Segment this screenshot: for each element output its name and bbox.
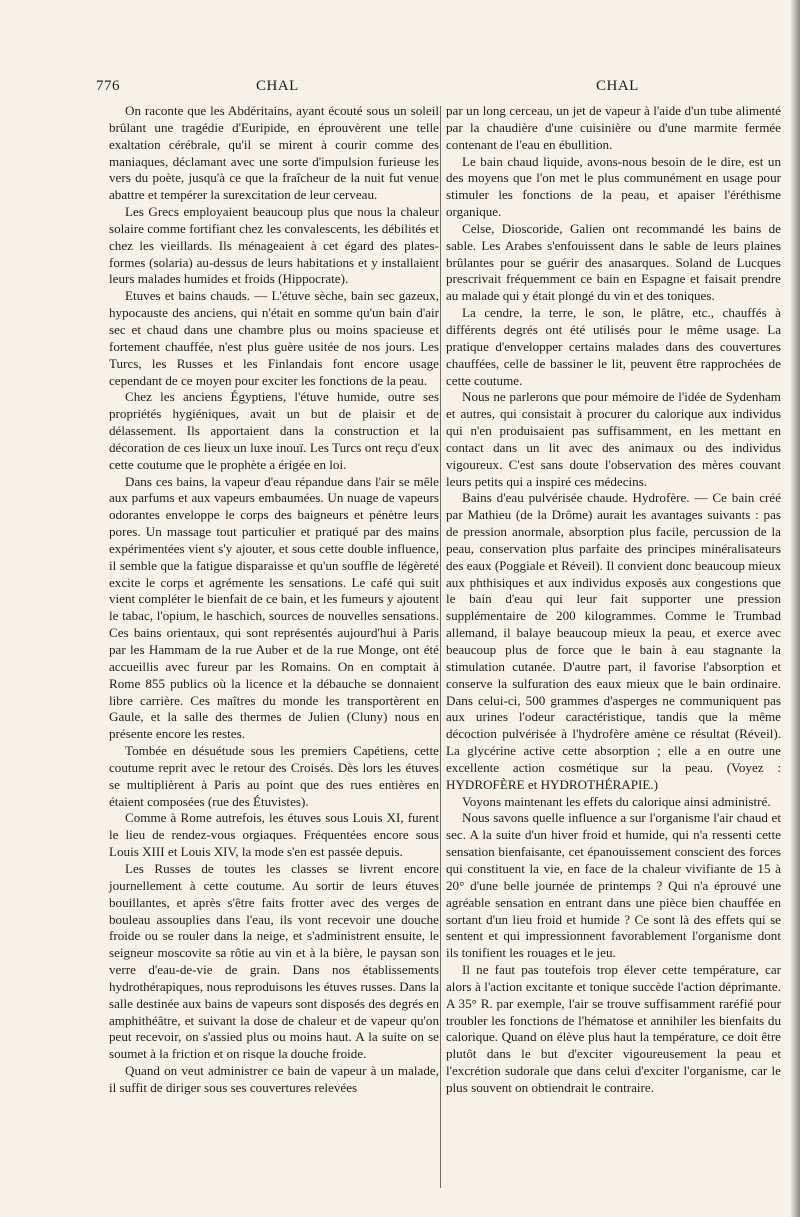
- paragraph: Il ne faut pas toutefois trop élever cette température, car alors à l'action excitante et tonique succède l'action déprimante. A 35° R. par exemple, l'air se trouve suffisamment raréfié pour troubler les fonctions de l'hématose et annihiler les bienfaits du calorique. Quand on élève plus haut la température, ce doit être plutôt dans le but d'exciter vigoureusement la peau et l'excrétion sudorale que dans celui d'exciter l'organisme, car le plus souvent on obtiendrait le contraire.: [446, 962, 781, 1095]
- paragraph: Dans ces bains, la vapeur d'eau répandue dans l'air se mêle aux parfums et aux vapeurs embaumées. Un nuage de vapeurs odorantes enveloppe le corps des baigneurs et pénètre leurs pores. Un massage tout particulier et pratiqué par des mains expérimentées vient s'y ajouter, et sous cette double influence, il semble que la fatigue disparaisse et qu'un souffle de légèreté excite le corps et agrémente les sensations. Le café qui suit vient compléter le bienfait de ce bain, et les fumeurs y ajoutent le tabac, l'opium, le haschich, sources de nouvelles sensations. Ces bains orientaux, qui sont représentés aujourd'hui à Paris par les Hammam de la rue Auber et de la rue Monge, ont été accueillis avec fureur par les Romains. On en comptait à Rome 855 publics où la licence et la débauche se donnaient libre carrière. Ces maîtres du monde les transportèrent en Gaule, et la salle des thermes de Julien (Cluny) nous en présente encore les restes.: [109, 473, 439, 742]
- paragraph: Chez les anciens Égyptiens, l'étuve humide, outre ses propriétés hygiéniques, avait un but de plaisir et de délassement. Ils apportaient dans la construction et la décoration de ces lieux un luxe inouï. Les Turcs ont reçu d'eux cette coutume que le prophète a érigée en loi.: [109, 389, 439, 472]
- paragraph: Nous ne parlerons que pour mémoire de l'idée de Sydenham et autres, qui consistait à procurer du calorique aux individus qui n'en produisaient pas suffisamment, en les mettant en contact dans un lit avec des animaux ou des individus vigoureux. C'est sans doute l'observation des mères couvant leurs petits qui a inspiré ces médecins.: [446, 389, 781, 489]
- column-rule: [440, 106, 441, 1188]
- right-column: [446, 103, 781, 1097]
- paragraph: Nous savons quelle influence a sur l'organisme l'air chaud et sec. A la suite d'un hiver froid et humide, qui n'a ressenti cette sensation bienfaisante, cet épanouissement conscient des forces qui constituent la vie, en face de la chaleur vivifiante de 15 à 20° d'une belle journée de printemps ? Qui n'a éprouvé une agréable sensation en entrant dans une pièce bien chauffée en sortant d'un lieu froid et humide ? Ce sont là des effets qui se sentent et qui impressionnent favorablement l'organisme dont ils tonifient les rouages et le jeu.: [446, 810, 781, 961]
- paragraph: Comme à Rome autrefois, les étuves sous Louis XI, furent le lieu de rendez-vous orgiaques. Fréquentées encore sous Louis XIII et Louis XIV, la mode s'en est passée depuis.: [109, 810, 439, 860]
- paragraph: Celse, Dioscoride, Galien ont recommandé les bains de sable. Les Arabes s'enfouissent dans le sable de leurs plaines brûlantes pour se guérir des anasarques. Soland de Lucques prescrivait fréquemment ce bain en Espagne et faisait prendre au malade qui y était plongé du vin et des toniques.: [446, 220, 781, 304]
- paragraph: Etuves et bains chauds. — L'étuve sèche, bain sec gazeux, hypocauste des anciens, qui n'était en somme qu'un bain d'air sec et chaud dans une chambre plus ou moins spacieuse et fortement chauffée, n'est plus guère usitée de nos jours. Les Turcs, les Russes et les Finlandais font encore usage cependant de ce moyen pour exciter les fonctions de la peau.: [109, 288, 439, 388]
- paragraph: Les Russes de toutes les classes se livrent encore journellement à cette coutume. Au sortir de leurs étuves bouillantes, et après s'être faits frotter avec des verges de bouleau assouplies dans l'eau, ils vont recevoir une douche froide ou se rouler dans la neige, et s'administrent ensuite, le seigneur moscovite sa rôtie au vin et à la bière, le paysan son verre d'eau-de-vie de grain. Dans nos établissements hydrothérapiques, nous reproduisons les étuves russes. Dans la salle destinée aux bains de vapeurs sont disposés des degrés en amphithéâtre, et suivant la dose de chaleur et de vapeur qu'on peut recevoir, on s'assied plus ou moins haut. A la suite on se soumet à la friction et on risque la douche froide.: [109, 860, 439, 1062]
- paragraph: par un long cerceau, un jet de vapeur à l'aide d'un tube alimenté par la chaudière d'une cuisinière ou d'une marmite fermée contenant de l'eau en ébullition.: [446, 103, 781, 152]
- paragraph: Tombée en désuétude sous les premiers Capétiens, cette coutume reprit avec le retour des Croisés. Dès lors les étuves se multiplièrent à Paris au point que des rues entières en étaient composées (rue des Étuvistes).: [109, 743, 439, 809]
- paragraph: Voyons maintenant les effets du calorique ainsi administré.: [462, 793, 771, 809]
- running-head-left: CHAL: [256, 78, 299, 94]
- left-column: [109, 103, 439, 1097]
- paragraph: Quand on veut administrer ce bain de vapeur à un malade, il suffit de diriger sous ses couvertures relevées: [109, 1063, 439, 1095]
- page-header: [96, 78, 776, 104]
- page-edge: [791, 0, 800, 1217]
- paragraph: La cendre, la terre, le son, le plâtre, etc., chauffés à différents degrés ont été utilisés pour le même usage. La pratique d'envelopper certains malades dans des couvertures chauffées, celle de bassiner le lit, peuvent être rapprochées de cette coutume.: [446, 305, 781, 388]
- paragraph: Les Grecs employaient beaucoup plus que nous la chaleur solaire comme fortifiant chez les convalescents, les débilités et chez les vieillards. Ils ménageaient à cet égard des plates-formes (solaria) au-dessus de leurs habitations et y installaient leurs malades humides et froids (Hippocrate).: [109, 204, 439, 287]
- page-number: 776: [96, 78, 120, 94]
- running-head-right: CHAL: [596, 78, 639, 94]
- paragraph: Le bain chaud liquide, avons-nous besoin de le dire, est un des moyens que l'on met le plus communément en usage pour stimuler les fonctions de la peau, et apaiser l'éréthisme organique.: [446, 153, 781, 220]
- paragraph: On raconte que les Abdéritains, ayant écouté sous un soleil brûlant une tragédie d'Euripide, en éprouvèrent une telle exaltation cérébrale, qu'il se mirent à courir comme des maniaques, déclamant avec une sorte d'impulsion furieuse les vers du poète, jusqu'à ce que la fraîcheur de la nuit fut venue abattre et tempérer la surexcitation de leur cerveau.: [109, 103, 439, 203]
- paragraph: Bains d'eau pulvérisée chaude. Hydrofère. — Ce bain créé par Mathieu (de la Drôme) aurait les avantages suivants : pas de pression anormale, absorption plus facile, percussion de la peau, conservation plus parfaite des principes minéralisateurs des eaux (Poggiale et Réveil). Il convient donc beaucoup mieux aux phthisiques et aux individus exposés aux congestions que le bain d'eau qui leur fait supporter une pression supplémentaire de 200 kilogrammes. Comme le Trumbad allemand, il balaye beaucoup mieux la peau, et exerce avec beaucoup plus de force que le bain à eau stagnante la stimulation cutanée. D'autre part, il favorise l'absorption et conserve la sulfuration des eaux mieux que le bain ordinaire. Dans celui-ci, 500 grammes d'asperges ne communiquent pas aux urines l'odeur caractéristique, tandis que la même décoction pulvérisée à l'hydrofère amène ce résultat (Réveil). La glycérine active cette absorption ; elle a en outre une excellente action cosmétique sur la peau. (Voyez : HYDROFÈRE et HYDROTHÉRAPIE.): [446, 490, 781, 792]
